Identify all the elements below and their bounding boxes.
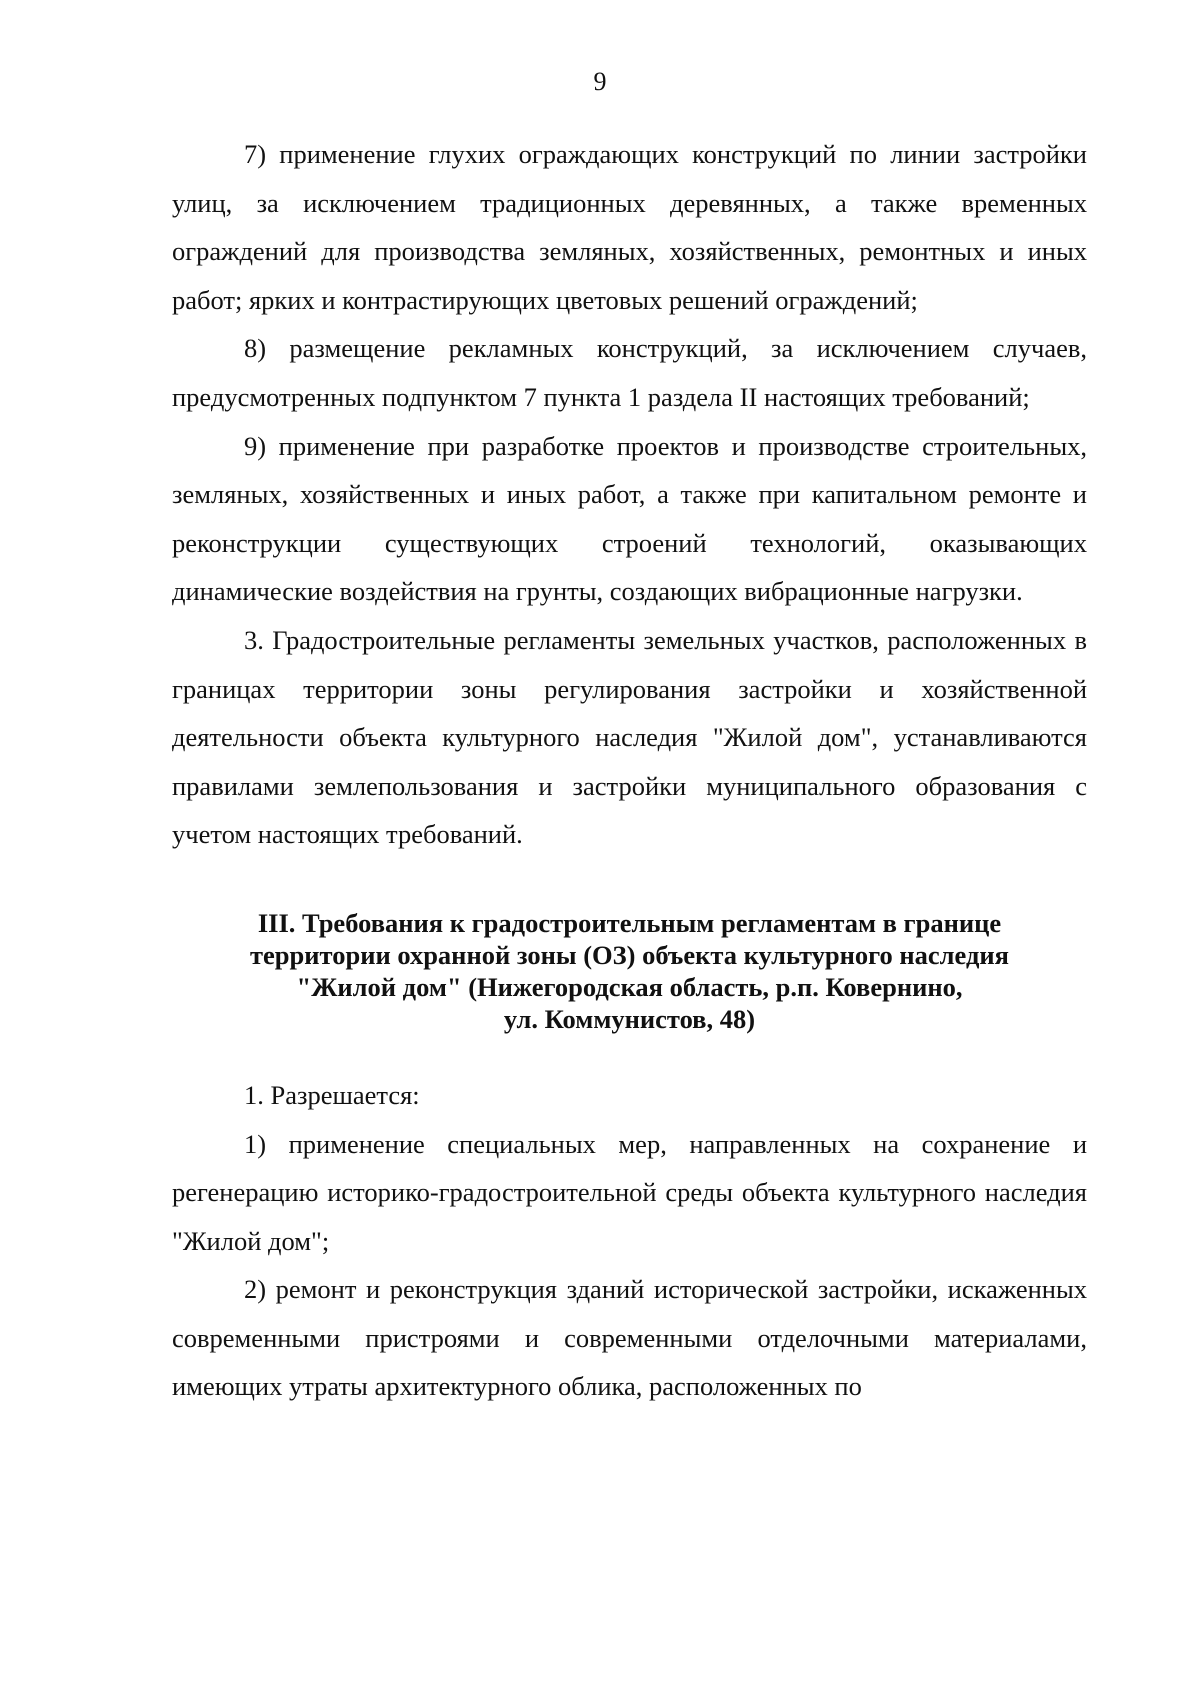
page-number: 9 bbox=[593, 67, 607, 96]
section-heading bbox=[172, 907, 1087, 1035]
paragraph-item-8: 8) размещение рекламных конструкций, за исключением случаев, предусмотренных подпунктом 7 пункта 1 раздела II настоящих требований; bbox=[172, 333, 1087, 412]
spacer bbox=[172, 1035, 1087, 1071]
section-heading-line: ул. Коммунистов, 48) bbox=[503, 1003, 756, 1034]
section-heading-line: "Жилой дом" (Нижегородская область, р.п. Ковернино, bbox=[296, 971, 963, 1002]
paragraph-clause-1: 1. Разрешается: bbox=[244, 1079, 420, 1110]
paragraph-item-9: 9) применение при разработке проектов и производстве строительных, земляных, хозяйственных и иных работ, а также при капитальном ремонте и реконструкции существующих строений технологий, оказывающих динамические воздействия на грунты, создающих вибрационные нагрузки. bbox=[172, 430, 1087, 607]
paragraph-item-2: 2) ремонт и реконструкция зданий исторической застройки, искаженных современными пристроями и современными отделочными материалами, имеющих утраты архитектурного облика, расположенных по bbox=[172, 1274, 1087, 1402]
section-heading-line: III. Требования к градостроительным регламентам в границе bbox=[257, 907, 1002, 938]
paragraph-item-1: 1) применение специальных мер, направленных на сохранение и регенерацию историко-градостроительной среды объекта культурного наследия "Жилой дом"; bbox=[172, 1128, 1087, 1256]
paragraph-clause-3: 3. Градостроительные регламенты земельных участков, расположенных в границах территории зоны регулирования застройки и хозяйственной деятельности объекта культурного наследия "Жилой дом", устанавливаются правилами землепользования и застройки муниципального образования с учетом настоящих требований. bbox=[172, 624, 1087, 850]
document-body bbox=[172, 130, 1087, 1411]
section-heading-line: территории охранной зоны (ОЗ) объекта культурного наследия bbox=[250, 939, 1009, 970]
paragraph-item-7: 7) применение глухих ограждающих конструкций по линии застройки улиц, за исключением традиционных деревянных, а также временных ограждений для производства земляных, хозяйственных, ремонтных и иных работ; ярких и контрастирующих цветовых решений ограждений; bbox=[172, 139, 1087, 315]
